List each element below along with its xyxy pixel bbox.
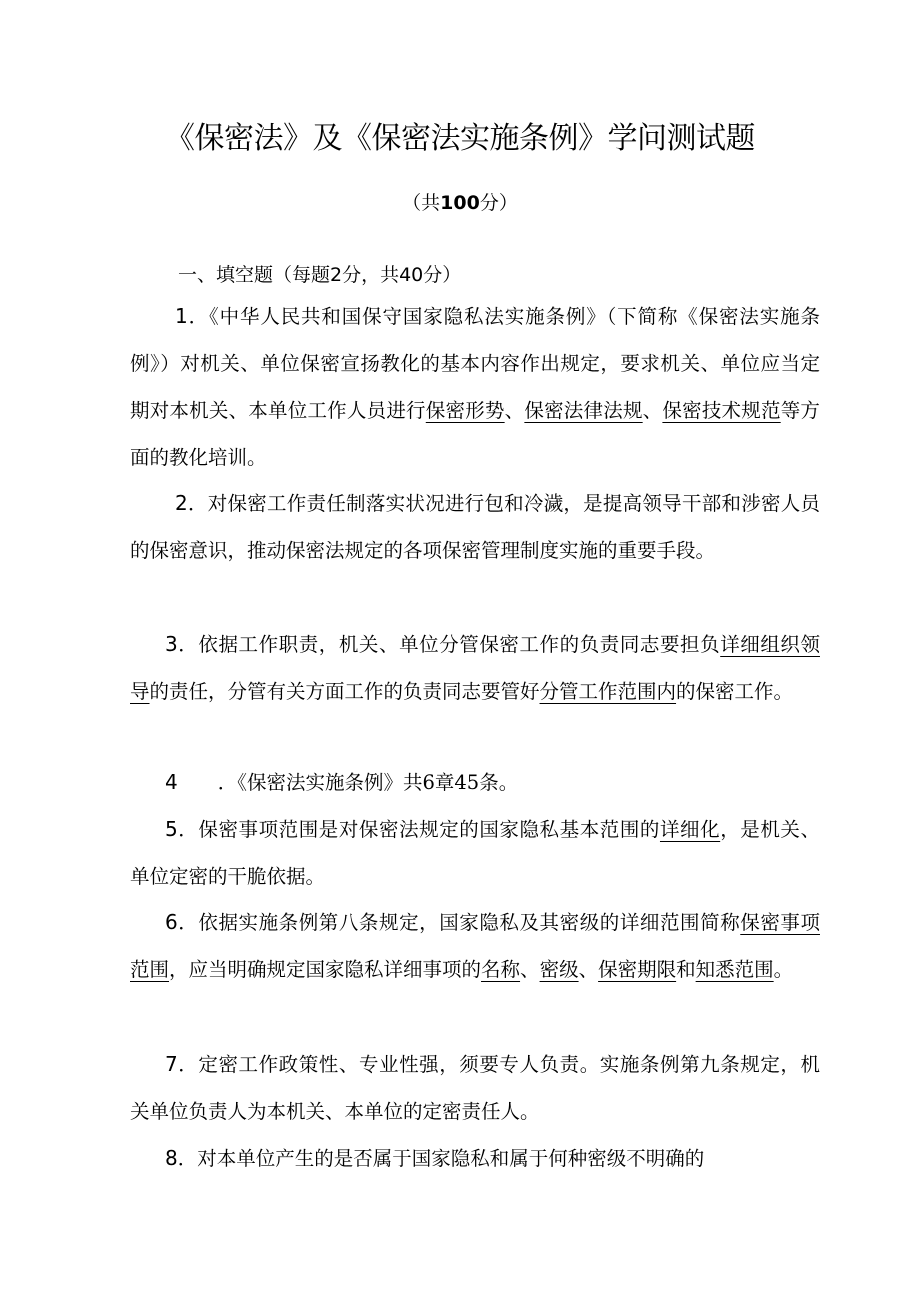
score-suffix: 分） [479, 192, 518, 214]
score-prefix: （共 [402, 192, 441, 214]
question-number: 1 [175, 304, 188, 328]
question-1: 1．《中华人民共和国保守国家隐私法实施条例》（下简称《保密法实施条例》）对机关、单位保密宣扬教化的基本内容作出规定，要求机关、单位应当定期对本机关、本单位工作人员进行保密形势、保密法律法规、保密技术规范等方面的教化培训。 [130, 304, 820, 469]
answer-blank: 保密形势 [425, 399, 505, 422]
question-number: 3 [165, 632, 178, 656]
answer-blank: 密级 [539, 958, 579, 981]
question-6: 6．依据实施条例第八条规定，国家隐私及其密级的详细范围简称保密事项范围，应当明确规定国家隐私详细事项的名称、密级、保密期限和知悉范围。 [130, 910, 820, 981]
answer-blank: 保密事项范围 [130, 911, 820, 981]
answer-blank: 详细组织领导 [130, 633, 820, 703]
answer-blank: 知悉范围 [695, 958, 774, 981]
question-number: 4 [165, 770, 178, 794]
question-number: 2 [175, 491, 188, 515]
document-title: 《保密法》及《保密法实施条例》学问测试题 [165, 121, 755, 156]
question-2: 2．对保密工作责任制落实状况进行包和冷濊，是提高领导干部和涉密人员的保密意识，推动保密法规定的各项保密管理制度实施的重要手段。 [130, 491, 820, 562]
question-4: 4 ．《保密法实施条例》共6章45条。 [165, 770, 519, 794]
question-number: 6 [165, 910, 178, 934]
question-7: 7．定密工作政策性、专业性强，须要专人负责。实施条例第九条规定，机关单位负责人为本机关、本单位的定密责任人。 [130, 1052, 820, 1123]
question-number: 5 [165, 817, 178, 841]
question-number: 7 [165, 1052, 178, 1076]
total-score [0, 188, 920, 215]
answer-blank: 详细化 [659, 818, 721, 841]
answer-blank: 分管工作范围内 [539, 680, 677, 703]
section-heading: 一、填空题（每题2分，共40分） [178, 264, 462, 286]
score-value: 100 [440, 192, 480, 214]
answer-blank: 保密技术规范 [662, 399, 781, 422]
answer-blank: 保密法律法规 [524, 399, 643, 422]
question-number: 8 [165, 1146, 178, 1170]
answer-blank: 名称 [481, 958, 521, 981]
answer-blank: 保密期限 [598, 958, 677, 981]
question-5: 5．保密事项范围是对保密法规定的国家隐私基本范围的详细化，是机关、单位定密的干脆依据。 [130, 817, 820, 888]
question-8: 8．对本单位产生的是否属于国家隐私和属于何种密级不明确的 [165, 1146, 705, 1170]
question-3: 3．依据工作职责，机关、单位分管保密工作的负责同志要担负详细组织领导的责任，分管有关方面工作的负责同志要管好分管工作范围内的保密工作。 [130, 632, 820, 703]
